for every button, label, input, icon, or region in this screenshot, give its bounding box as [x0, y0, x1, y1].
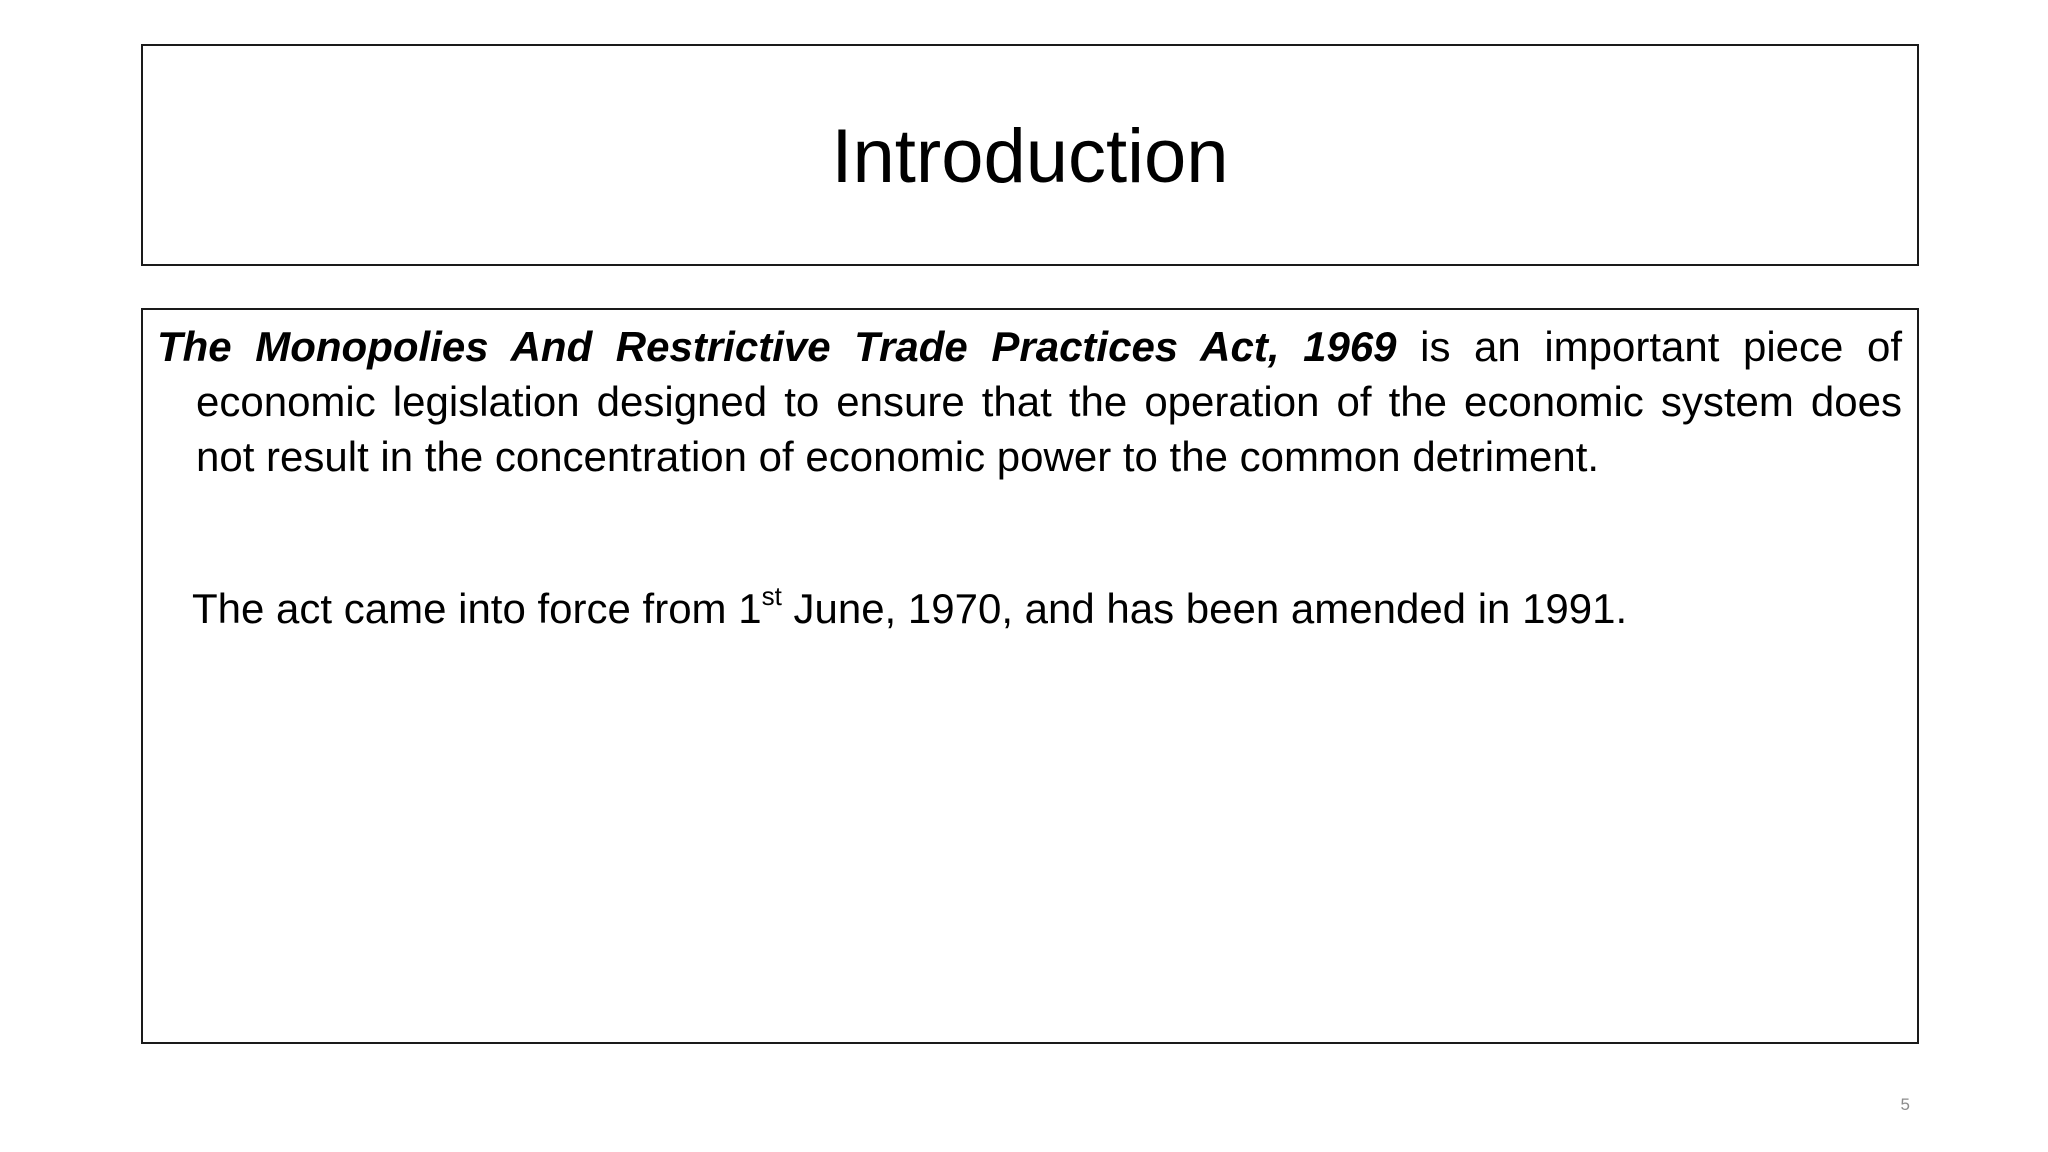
enforcement-text-start: The act came into force from 1 — [192, 585, 762, 632]
title-placeholder — [141, 44, 1919, 266]
content-placeholder — [141, 308, 1919, 1044]
ordinal-suffix: st — [761, 581, 782, 611]
enforcement-text-end: June, 1970, and has been amended in 1991. — [781, 585, 1628, 632]
enforcement-paragraph — [157, 581, 1902, 636]
act-name: The Monopolies And Restrictive Trade Practices Act, 1969 — [157, 323, 1397, 370]
intro-paragraph — [157, 319, 1902, 484]
slide-number: 5 — [1900, 1095, 1910, 1114]
intro-paragraph-text: is an important piece of economic legislation designed to ensure that the operation of the economic system does not result in the concentration of economic power to the common detriment. — [196, 323, 1902, 480]
slide-title: Introduction — [831, 114, 1229, 199]
